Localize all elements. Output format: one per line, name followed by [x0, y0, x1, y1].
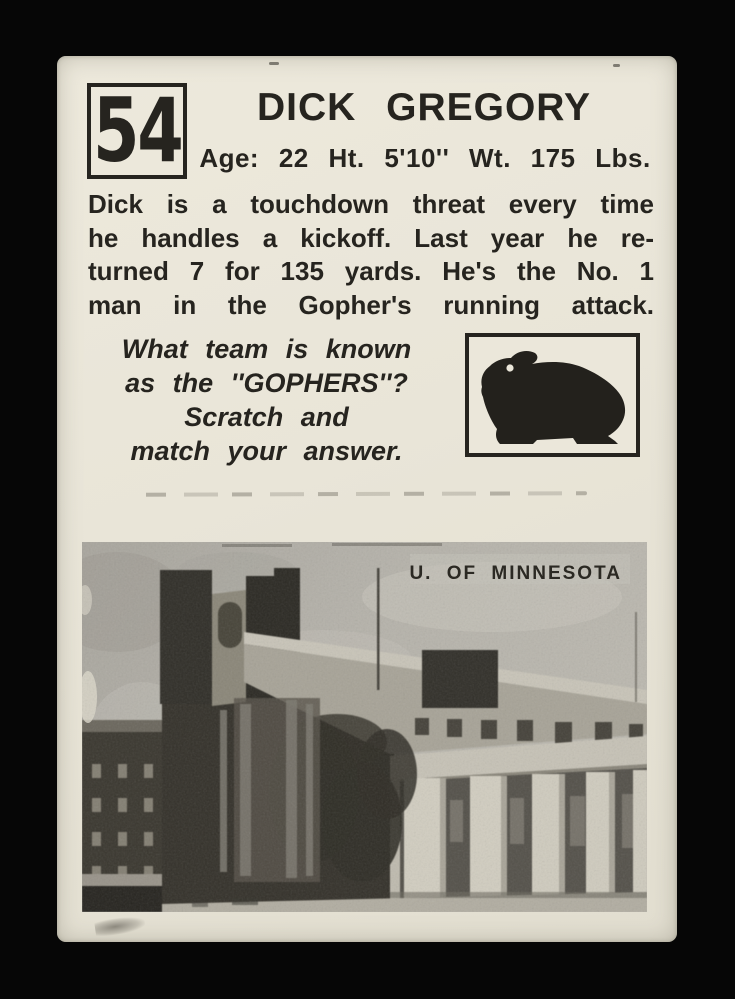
- smudge-mark: [94, 915, 146, 938]
- quiz-line: What team is known: [121, 334, 412, 364]
- scuff-mark: [132, 491, 587, 497]
- player-name: DICK GREGORY: [256, 86, 592, 129]
- halftone-grain-light: [82, 542, 647, 912]
- bio-line: turned 7 for 135 yards. He's the No. 1: [88, 256, 654, 286]
- quiz-line: as the ''GOPHERS''?: [125, 368, 408, 398]
- photo-caption: U. OF MINNESOTA: [409, 563, 622, 584]
- bio-line: he handles a kickoff. Last year he re-: [88, 222, 654, 253]
- card-number: 54: [92, 79, 182, 182]
- gopher-eye: [506, 364, 513, 371]
- ink-speck: [269, 62, 279, 65]
- gopher-icon: [469, 337, 636, 453]
- quiz-text: [88, 332, 445, 468]
- card-number-box: [87, 79, 187, 182]
- quiz-line: Scratch and: [184, 402, 349, 432]
- gopher-box: [465, 333, 640, 457]
- trading-card: [57, 56, 677, 942]
- bio-line: man in the Gopher's running attack.: [88, 289, 654, 320]
- stats-line: Age: 22 Ht. 5'10'' Wt. 175 Lbs.: [199, 143, 651, 173]
- ink-speck: [613, 64, 620, 67]
- campus-photo: [82, 542, 647, 912]
- bio-text: [88, 188, 654, 322]
- quiz-line: match your answer.: [130, 436, 403, 466]
- bio-line: Dick is a touchdown threat every time: [88, 189, 654, 219]
